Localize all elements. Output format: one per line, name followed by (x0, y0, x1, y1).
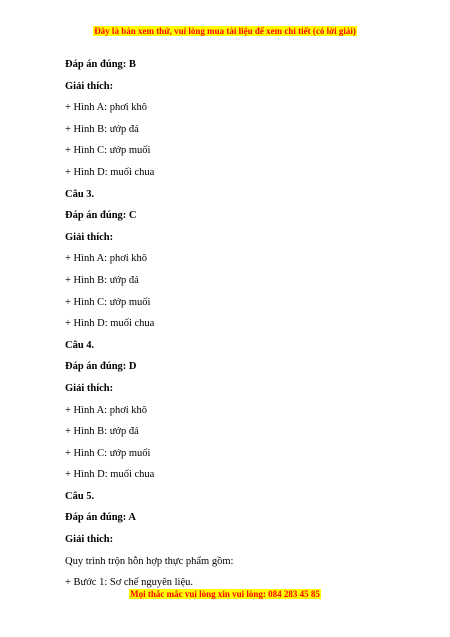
bullet-item: + Hình A: phơi khô (65, 404, 148, 416)
explanation-heading: Giải thích: (65, 382, 114, 394)
contact-footer-banner (0, 589, 450, 600)
bullet-item: + Hình D: muối chua (65, 318, 155, 330)
answer-line: Đáp án đúng: D (65, 361, 137, 373)
explanation-heading: Giải thích: (65, 80, 114, 92)
bullet-item: + Hình B: ướp đá (65, 123, 139, 135)
contact-footer-text: Mọi thắc mắc vui lòng xin vui lòng: 084 283 45 85 (130, 589, 320, 599)
bullet-item: + Hình D: muối chua (65, 166, 155, 178)
question-heading: Câu 3. (65, 188, 95, 200)
question-heading: Câu 4. (65, 339, 95, 351)
bullet-item: + Hình C: ướp muối (65, 145, 151, 157)
bullet-item: + Hình D: muối chua (65, 469, 155, 481)
answer-line: Đáp án đúng: A (65, 512, 136, 524)
bullet-item: + Hình C: ướp muối (65, 296, 151, 308)
bullet-item: + Hình B: ướp đá (65, 426, 139, 438)
document-body (65, 58, 395, 598)
bullet-item: + Hình A: phơi khô (65, 102, 148, 114)
bullet-item: + Hình A: phơi khô (65, 253, 148, 265)
answer-line: Đáp án đúng: B (65, 59, 136, 70)
preview-notice-banner (0, 26, 450, 37)
body-text-line: Quy trình trộn hỗn hợp thực phẩm gồm: (65, 555, 234, 567)
answer-line: Đáp án đúng: C (65, 210, 137, 222)
preview-notice-text: Đây là bản xem thử, vui lòng mua tài liệu để xem chi tiết (có lời giải) (94, 26, 356, 36)
question-heading: Câu 5. (65, 490, 95, 502)
explanation-heading: Giải thích: (65, 231, 114, 243)
bullet-item: + Hình B: ướp đá (65, 274, 139, 286)
bullet-item: + Hình C: ướp muối (65, 447, 151, 459)
explanation-heading: Giải thích: (65, 534, 114, 546)
bullet-item: + Bước 1: Sơ chế nguyên liệu. (65, 577, 193, 589)
